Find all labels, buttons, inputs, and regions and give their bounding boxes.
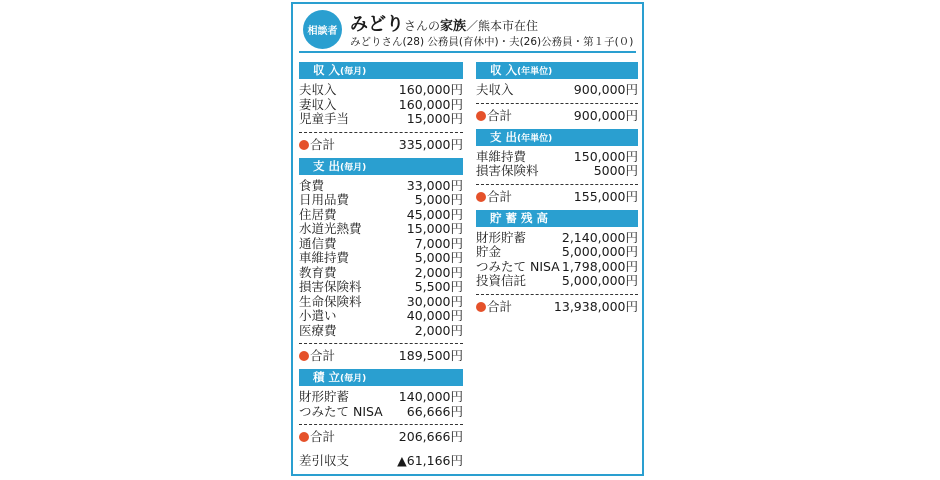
item-value: 2,000円 bbox=[414, 322, 463, 338]
item-value: 5,000円 bbox=[414, 192, 463, 207]
item-value: 150,000円 bbox=[573, 148, 638, 164]
expense-yearly-total bbox=[476, 189, 638, 204]
total-value: 155,000円 bbox=[573, 188, 638, 204]
item-value: 40,000円 bbox=[406, 308, 463, 323]
item-label: 生命保険料 bbox=[299, 293, 362, 309]
item-value: 5,500円 bbox=[414, 279, 463, 294]
item-label: 車維持費 bbox=[476, 148, 527, 164]
family-title bbox=[350, 10, 538, 36]
item-value: 15,000円 bbox=[406, 221, 463, 236]
dashed-divider bbox=[299, 343, 463, 344]
list-item bbox=[299, 280, 463, 295]
total-label: 合計 bbox=[487, 188, 513, 204]
section-unit: (年単位) bbox=[517, 67, 553, 77]
family-budget-card bbox=[291, 2, 644, 476]
list-item bbox=[299, 112, 463, 127]
item-value: 5,000,000円 bbox=[561, 273, 638, 288]
list-item bbox=[299, 266, 463, 281]
item-label: つみたて NISA bbox=[299, 403, 383, 419]
balance-label: 差引収支 bbox=[299, 453, 350, 468]
item-value: 5000円 bbox=[593, 163, 638, 178]
total-value: 13,938,000円 bbox=[553, 298, 638, 314]
item-label: 日用品費 bbox=[299, 192, 350, 207]
family-suffix-2: 家族 bbox=[440, 19, 467, 34]
section-header-expense-yearly bbox=[476, 129, 638, 146]
item-label: 投資信託 bbox=[476, 273, 527, 288]
item-value: 160,000円 bbox=[398, 82, 463, 97]
bullet-dot-icon bbox=[476, 192, 486, 202]
item-label: 貯金 bbox=[476, 244, 502, 259]
list-item bbox=[299, 98, 463, 113]
income-monthly-list bbox=[299, 79, 463, 127]
list-item bbox=[299, 405, 463, 420]
bullet-dot-icon bbox=[476, 302, 486, 312]
section-unit: (毎月) bbox=[340, 374, 367, 384]
balance-savings-list bbox=[476, 227, 638, 289]
list-item bbox=[299, 237, 463, 252]
savings-monthly-list bbox=[299, 386, 463, 419]
item-value: 2,000円 bbox=[414, 264, 463, 280]
header-divider bbox=[299, 51, 636, 53]
consultant-badge: 相談者 bbox=[303, 10, 342, 49]
list-item bbox=[476, 231, 638, 246]
right-column bbox=[476, 62, 638, 314]
dashed-divider bbox=[476, 103, 638, 104]
section-unit: (毎月) bbox=[340, 162, 367, 173]
list-item bbox=[299, 390, 463, 405]
balance-row bbox=[299, 453, 463, 468]
bullet-dot-icon bbox=[299, 351, 309, 361]
list-item bbox=[299, 295, 463, 310]
family-subtitle: みどりさん(28) 公務員(育休中)・夫(26)公務員・第１子(０) bbox=[350, 36, 634, 48]
total-label: 合計 bbox=[310, 348, 336, 363]
list-item bbox=[299, 222, 463, 237]
item-label: 住居費 bbox=[299, 206, 337, 222]
item-label: 損害保険料 bbox=[476, 163, 539, 178]
item-value: 33,000円 bbox=[406, 177, 463, 193]
total-label: 合計 bbox=[310, 136, 336, 152]
total-value: 335,000円 bbox=[398, 136, 463, 152]
item-value: 30,000円 bbox=[406, 293, 463, 309]
item-value: 1,798,000円 bbox=[561, 258, 638, 274]
income-yearly-total bbox=[476, 108, 638, 123]
item-value: 45,000円 bbox=[406, 206, 463, 222]
item-value: 5,000円 bbox=[414, 250, 463, 265]
bullet-dot-icon bbox=[299, 140, 309, 150]
savings-monthly-total bbox=[299, 429, 463, 444]
family-location: ／熊本市在住 bbox=[466, 19, 539, 33]
list-item bbox=[299, 324, 463, 339]
item-label: 夫収入 bbox=[299, 82, 337, 97]
item-label: 食費 bbox=[299, 177, 325, 193]
section-header-expense-monthly bbox=[299, 158, 463, 175]
item-value: 160,000円 bbox=[398, 96, 463, 112]
item-label: 医療費 bbox=[299, 322, 337, 338]
item-value: 2,140,000円 bbox=[561, 229, 638, 245]
total-label: 合計 bbox=[310, 429, 336, 444]
list-item bbox=[476, 245, 638, 260]
section-title: 支 出 bbox=[313, 158, 341, 173]
item-label: 児童手当 bbox=[299, 111, 350, 126]
dashed-divider bbox=[299, 424, 463, 425]
total-value: 189,500円 bbox=[398, 348, 463, 363]
item-label: 車維持費 bbox=[299, 250, 350, 265]
expense-monthly-total bbox=[299, 348, 463, 363]
item-label: 通信費 bbox=[299, 235, 337, 251]
section-header-income-yearly bbox=[476, 62, 638, 79]
total-label: 合計 bbox=[487, 298, 513, 314]
expense-yearly-list bbox=[476, 146, 638, 179]
section-title: 貯 蓄 残 高 bbox=[490, 210, 549, 225]
list-item bbox=[476, 164, 638, 179]
item-value: 5,000,000円 bbox=[561, 244, 638, 259]
item-label: つみたて NISA bbox=[476, 258, 560, 274]
item-value: 7,000円 bbox=[414, 235, 463, 251]
item-label: 教育費 bbox=[299, 264, 337, 280]
item-value: 66,666円 bbox=[406, 403, 463, 419]
balance-savings-total bbox=[476, 299, 638, 314]
section-title: 収 入 bbox=[490, 63, 518, 77]
item-label: 妻収入 bbox=[299, 96, 337, 112]
dashed-divider bbox=[476, 184, 638, 185]
section-header-savings-monthly bbox=[299, 369, 463, 386]
left-column bbox=[299, 62, 463, 468]
section-unit: (年単位) bbox=[517, 133, 553, 144]
total-label: 合計 bbox=[487, 107, 513, 123]
section-title: 収 入 bbox=[313, 63, 341, 77]
dashed-divider bbox=[476, 294, 638, 295]
section-title: 支 出 bbox=[490, 129, 518, 144]
list-item bbox=[476, 83, 638, 98]
section-unit: (毎月) bbox=[340, 67, 367, 77]
item-label: 財形貯蓄 bbox=[476, 229, 527, 245]
total-value: 900,000円 bbox=[573, 107, 638, 123]
list-item bbox=[299, 251, 463, 266]
total-value: 206,666円 bbox=[398, 429, 463, 444]
expense-monthly-list bbox=[299, 175, 463, 339]
list-item bbox=[299, 193, 463, 208]
dashed-divider bbox=[299, 132, 463, 133]
section-header-income-monthly bbox=[299, 62, 463, 79]
list-item bbox=[299, 309, 463, 324]
section-title: 積 立 bbox=[313, 370, 341, 384]
item-label: 損害保険料 bbox=[299, 279, 362, 294]
balance-value: ▲61,166円 bbox=[397, 453, 463, 468]
item-label: 財形貯蓄 bbox=[299, 389, 350, 404]
bullet-dot-icon bbox=[299, 432, 309, 442]
section-header-balance-savings bbox=[476, 210, 638, 227]
income-monthly-total bbox=[299, 137, 463, 152]
item-label: 小遣い bbox=[299, 308, 337, 323]
list-item bbox=[476, 274, 638, 289]
family-suffix-1: さんの bbox=[404, 19, 441, 33]
list-item bbox=[476, 260, 638, 275]
list-item bbox=[299, 179, 463, 194]
item-label: 水道光熱費 bbox=[299, 221, 362, 236]
item-value: 140,000円 bbox=[398, 389, 463, 404]
income-yearly-list bbox=[476, 79, 638, 98]
family-name: みどり bbox=[350, 14, 404, 35]
list-item bbox=[299, 208, 463, 223]
item-label: 夫収入 bbox=[476, 82, 514, 97]
item-value: 900,000円 bbox=[573, 82, 638, 97]
item-value: 15,000円 bbox=[406, 111, 463, 126]
list-item bbox=[299, 83, 463, 98]
list-item bbox=[476, 150, 638, 165]
bullet-dot-icon bbox=[476, 111, 486, 121]
